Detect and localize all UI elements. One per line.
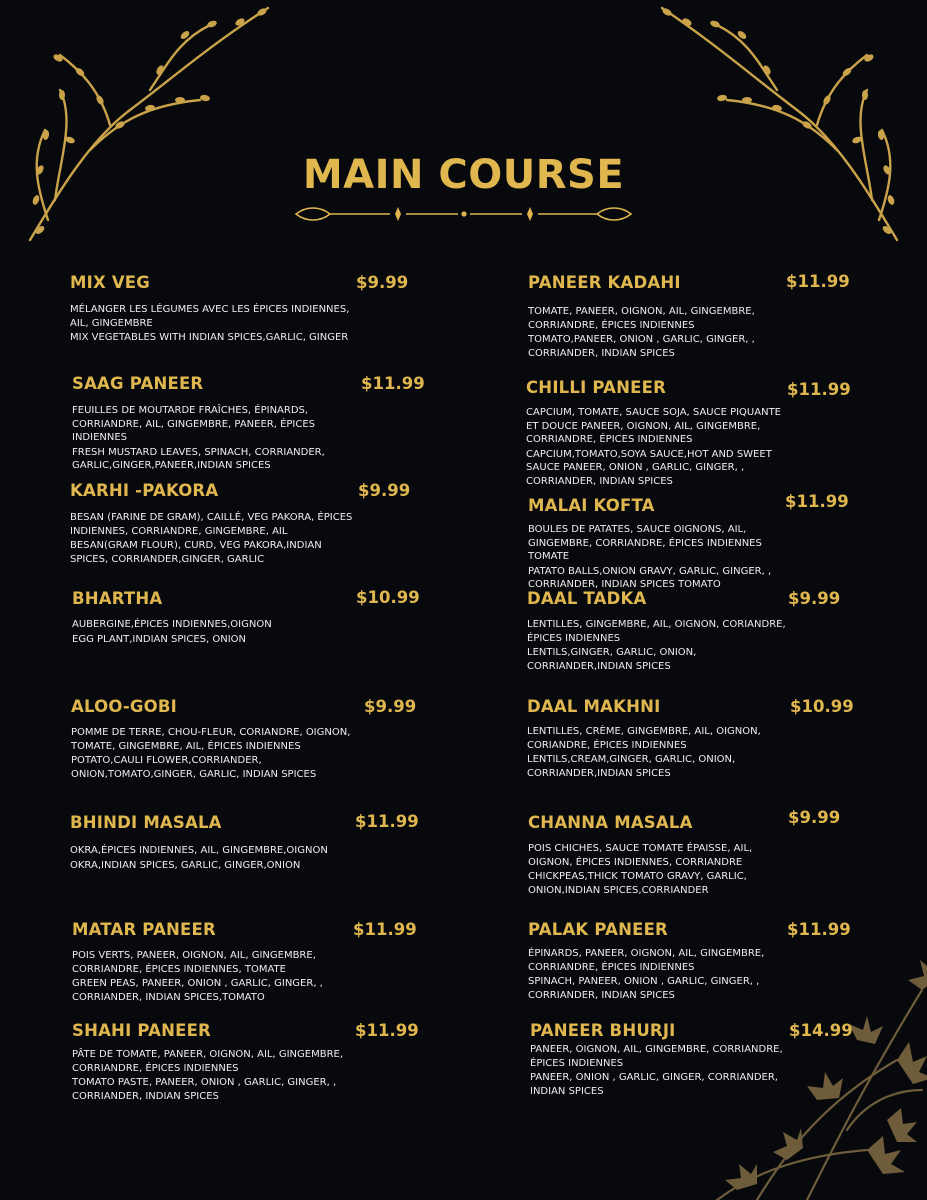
dish-description-french: TOMATE, PANEER, OIGNON, AIL, GINGEMBRE, CORRIANDRE, ÉPICES INDIENNES xyxy=(528,306,755,331)
dish-price: $11.99 xyxy=(787,380,851,399)
dish-description xyxy=(70,511,360,566)
dish-name: DAAL MAKHNI xyxy=(527,697,661,716)
dish-description-english: CAPCIUM,TOMATO,SOYA SAUCE,HOT AND SWEET SAUCE PANEER, ONION , GARLIC, GINGER, , CORRIANDER, INDIAN SPICES xyxy=(526,448,772,487)
dish-description-french: POIS VERTS, PANEER, OIGNON, AIL, GINGEMBRE, CORRIANDRE, ÉPICES INDIENNES, TOMATE xyxy=(72,950,316,975)
dish-description xyxy=(527,618,792,673)
dish-description-english: LENTILS,GINGER, GARLIC, ONION, CORRIANDER,INDIAN SPICES xyxy=(527,647,697,672)
dish-description-english: OKRA,INDIAN SPICES, GARLIC, GINGER,ONION xyxy=(70,859,301,871)
dish-description-english: PATATO BALLS,ONION GRAVY, GARLIC, GINGER, , CORRIANDER, INDIAN SPICES TOMATO xyxy=(528,565,772,590)
dish-name: BHINDI MASALA xyxy=(70,813,222,832)
dish-name: DAAL TADKA xyxy=(527,589,647,608)
dish-price: $10.99 xyxy=(790,697,854,716)
dish-description-french: ÉPINARDS, PANEER, OIGNON, AIL, GINGEMBRE, CORRIANDRE, ÉPICES INDIENNES xyxy=(528,948,765,973)
ornamental-divider xyxy=(290,202,637,226)
dish-description-english: PANEER, ONION , GARLIC, GINGER, CORRIANDER, INDIAN SPICES xyxy=(530,1072,778,1097)
dish-description-french: POMME DE TERRE, CHOU-FLEUR, CORIANDRE, OIGNON, TOMATE, GINGEMBRE, AIL, ÉPICES INDIENNES xyxy=(71,727,351,752)
dish-price: $11.99 xyxy=(353,920,417,939)
dish-price: $9.99 xyxy=(788,589,841,608)
dish-description xyxy=(70,303,360,345)
dish-description-french: PÂTE DE TOMATE, PANEER, OIGNON, AIL, GINGEMBRE, CORRIANDRE, ÉPICES INDIENNES xyxy=(72,1049,344,1074)
dish-description xyxy=(71,726,361,781)
dish-description-english: MIX VEGETABLES WITH INDIAN SPICES,GARLIC, GINGER xyxy=(70,332,349,343)
dish-price: $10.99 xyxy=(356,588,420,607)
dish-price: $9.99 xyxy=(364,697,417,716)
dish-description xyxy=(528,305,793,360)
dish-name: CHILLI PANEER xyxy=(526,378,666,397)
dish-price: $9.99 xyxy=(788,808,841,827)
dish-description-french: LENTILLES, GINGEMBRE, AIL, OIGNON, CORIANDRE, ÉPICES INDIENNES xyxy=(527,619,786,644)
dish-description-english: TOMATO PASTE, PANEER, ONION , GARLIC, GINGER, , CORRIANDER, INDIAN SPICES xyxy=(72,1077,337,1102)
dish-name: MIX VEG xyxy=(70,273,151,292)
dish-price: $11.99 xyxy=(355,812,419,831)
dish-price: $9.99 xyxy=(358,481,411,500)
dish-description-english: EGG PLANT,INDIAN SPICES, ONION xyxy=(72,633,246,645)
dish-price: $9.99 xyxy=(356,273,409,292)
dish-description xyxy=(528,842,793,897)
dish-price: $11.99 xyxy=(785,492,849,511)
dish-price: $11.99 xyxy=(355,1021,419,1040)
dish-description-french: FEUILLES DE MOUTARDE FRAÎCHES, ÉPINARDS, CORRIANDRE, AIL, GINGEMBRE, PANEER, ÉPICES INDIENNES xyxy=(72,405,316,443)
page-title: MAIN COURSE xyxy=(302,152,625,198)
dish-description xyxy=(528,947,793,1002)
dish-price: $11.99 xyxy=(361,374,425,393)
dish-description-french: PANEER, OIGNON, AIL, GINGEMBRE, CORRIANDRE, ÉPICES INDIENNES xyxy=(530,1044,783,1069)
dish-description xyxy=(530,1043,795,1098)
dish-description xyxy=(72,1048,362,1103)
dish-name: PALAK PANEER xyxy=(528,920,668,939)
dish-description-english: POTATO,CAULI FLOWER,CORRIANDER, ONION,TOMATO,GINGER, GARLIC, INDIAN SPICES xyxy=(71,755,317,780)
dish-name: MALAI KOFTA xyxy=(528,496,655,515)
dish-description-french: MÉLANGER LES LÉGUMES AVEC LES ÉPICES INDIENNES, AIL, GINGEMBRE xyxy=(70,304,350,329)
dish-name: KARHI -PAKORA xyxy=(70,481,219,500)
dish-name: BHARTHA xyxy=(72,589,163,608)
dish-price: $11.99 xyxy=(786,272,850,291)
golden-branch-top-left-decoration xyxy=(0,0,280,250)
dish-description-french: POIS CHICHES, SAUCE TOMATE ÉPAISSE, AIL, OIGNON, ÉPICES INDIENNES, CORRIANDRE xyxy=(528,843,753,868)
dish-name: MATAR PANEER xyxy=(72,920,216,939)
dish-description xyxy=(70,844,360,872)
dish-description-french: BESAN (FARINE DE GRAM), CAILLÉ, VEG PAKORA, ÉPICES INDIENNES, CORRIANDRE, GINGEMBRE, AIL xyxy=(70,512,353,537)
dish-description xyxy=(528,523,793,592)
dish-description-english: CHICKPEAS,THICK TOMATO GRAVY, GARLIC, ONION,INDIAN SPICES,CORRIANDER xyxy=(528,871,747,896)
dish-name: SAAG PANEER xyxy=(72,374,204,393)
dish-name: SHAHI PANEER xyxy=(72,1021,211,1040)
dish-description-english: TOMATO,PANEER, ONION , GARLIC, GINGER, , CORRIANDER, INDIAN SPICES xyxy=(528,334,755,359)
dish-description-english: FRESH MUSTARD LEAVES, SPINACH, CORRIANDER, GARLIC,GINGER,PANEER,INDIAN SPICES xyxy=(72,446,325,471)
dish-description-french: BOULES DE PATATES, SAUCE OIGNONS, AIL, GINGEMBRE, CORRIANDRE, ÉPICES INDIENNES TOMATE xyxy=(528,524,762,562)
dish-name: PANEER KADAHI xyxy=(528,273,681,292)
dish-price: $14.99 xyxy=(789,1021,853,1040)
dish-description-english: SPINACH, PANEER, ONION , GARLIC, GINGER, , CORRIANDER, INDIAN SPICES xyxy=(528,976,760,1001)
dish-description-english: BESAN(GRAM FLOUR), CURD, VEG PAKORA,INDIAN SPICES, CORRIANDER,GINGER, GARLIC xyxy=(70,540,322,565)
golden-branch-top-right-decoration xyxy=(657,0,927,250)
dish-description xyxy=(72,404,362,473)
dish-description-french: CAPCIUM, TOMATE, SAUCE SOJA, SAUCE PIQUANTE ET DOUCE PANEER, OIGNON, AIL, GINGEMBRE, CORRIANDRE, ÉPICES INDIENNES xyxy=(526,407,781,445)
dish-description-english: GREEN PEAS, PANEER, ONION , GARLIC, GINGER, , CORRIANDER, INDIAN SPICES,TOMATO xyxy=(72,978,323,1003)
dish-description-french: LENTILLES, CRÈME, GINGEMBRE, AIL, OIGNON, CORIANDRE, ÉPICES INDIENNES xyxy=(527,726,761,751)
dish-description-english: LENTILS,CREAM,GINGER, GARLIC, ONION, CORRIANDER,INDIAN SPICES xyxy=(527,754,736,779)
dish-description-french: OKRA,ÉPICES INDIENNES, AIL, GINGEMBRE,OIGNON xyxy=(70,845,328,856)
dish-description xyxy=(526,406,791,488)
dish-description xyxy=(527,725,792,780)
dish-description xyxy=(72,949,362,1004)
dish-name: PANEER BHURJI xyxy=(530,1021,676,1040)
dish-name: CHANNA MASALA xyxy=(528,813,693,832)
dish-description-french: AUBERGINE,ÉPICES INDIENNES,OIGNON xyxy=(72,619,272,630)
dish-name: ALOO-GOBI xyxy=(71,697,177,716)
dish-price: $11.99 xyxy=(787,920,851,939)
dish-description xyxy=(72,618,362,646)
